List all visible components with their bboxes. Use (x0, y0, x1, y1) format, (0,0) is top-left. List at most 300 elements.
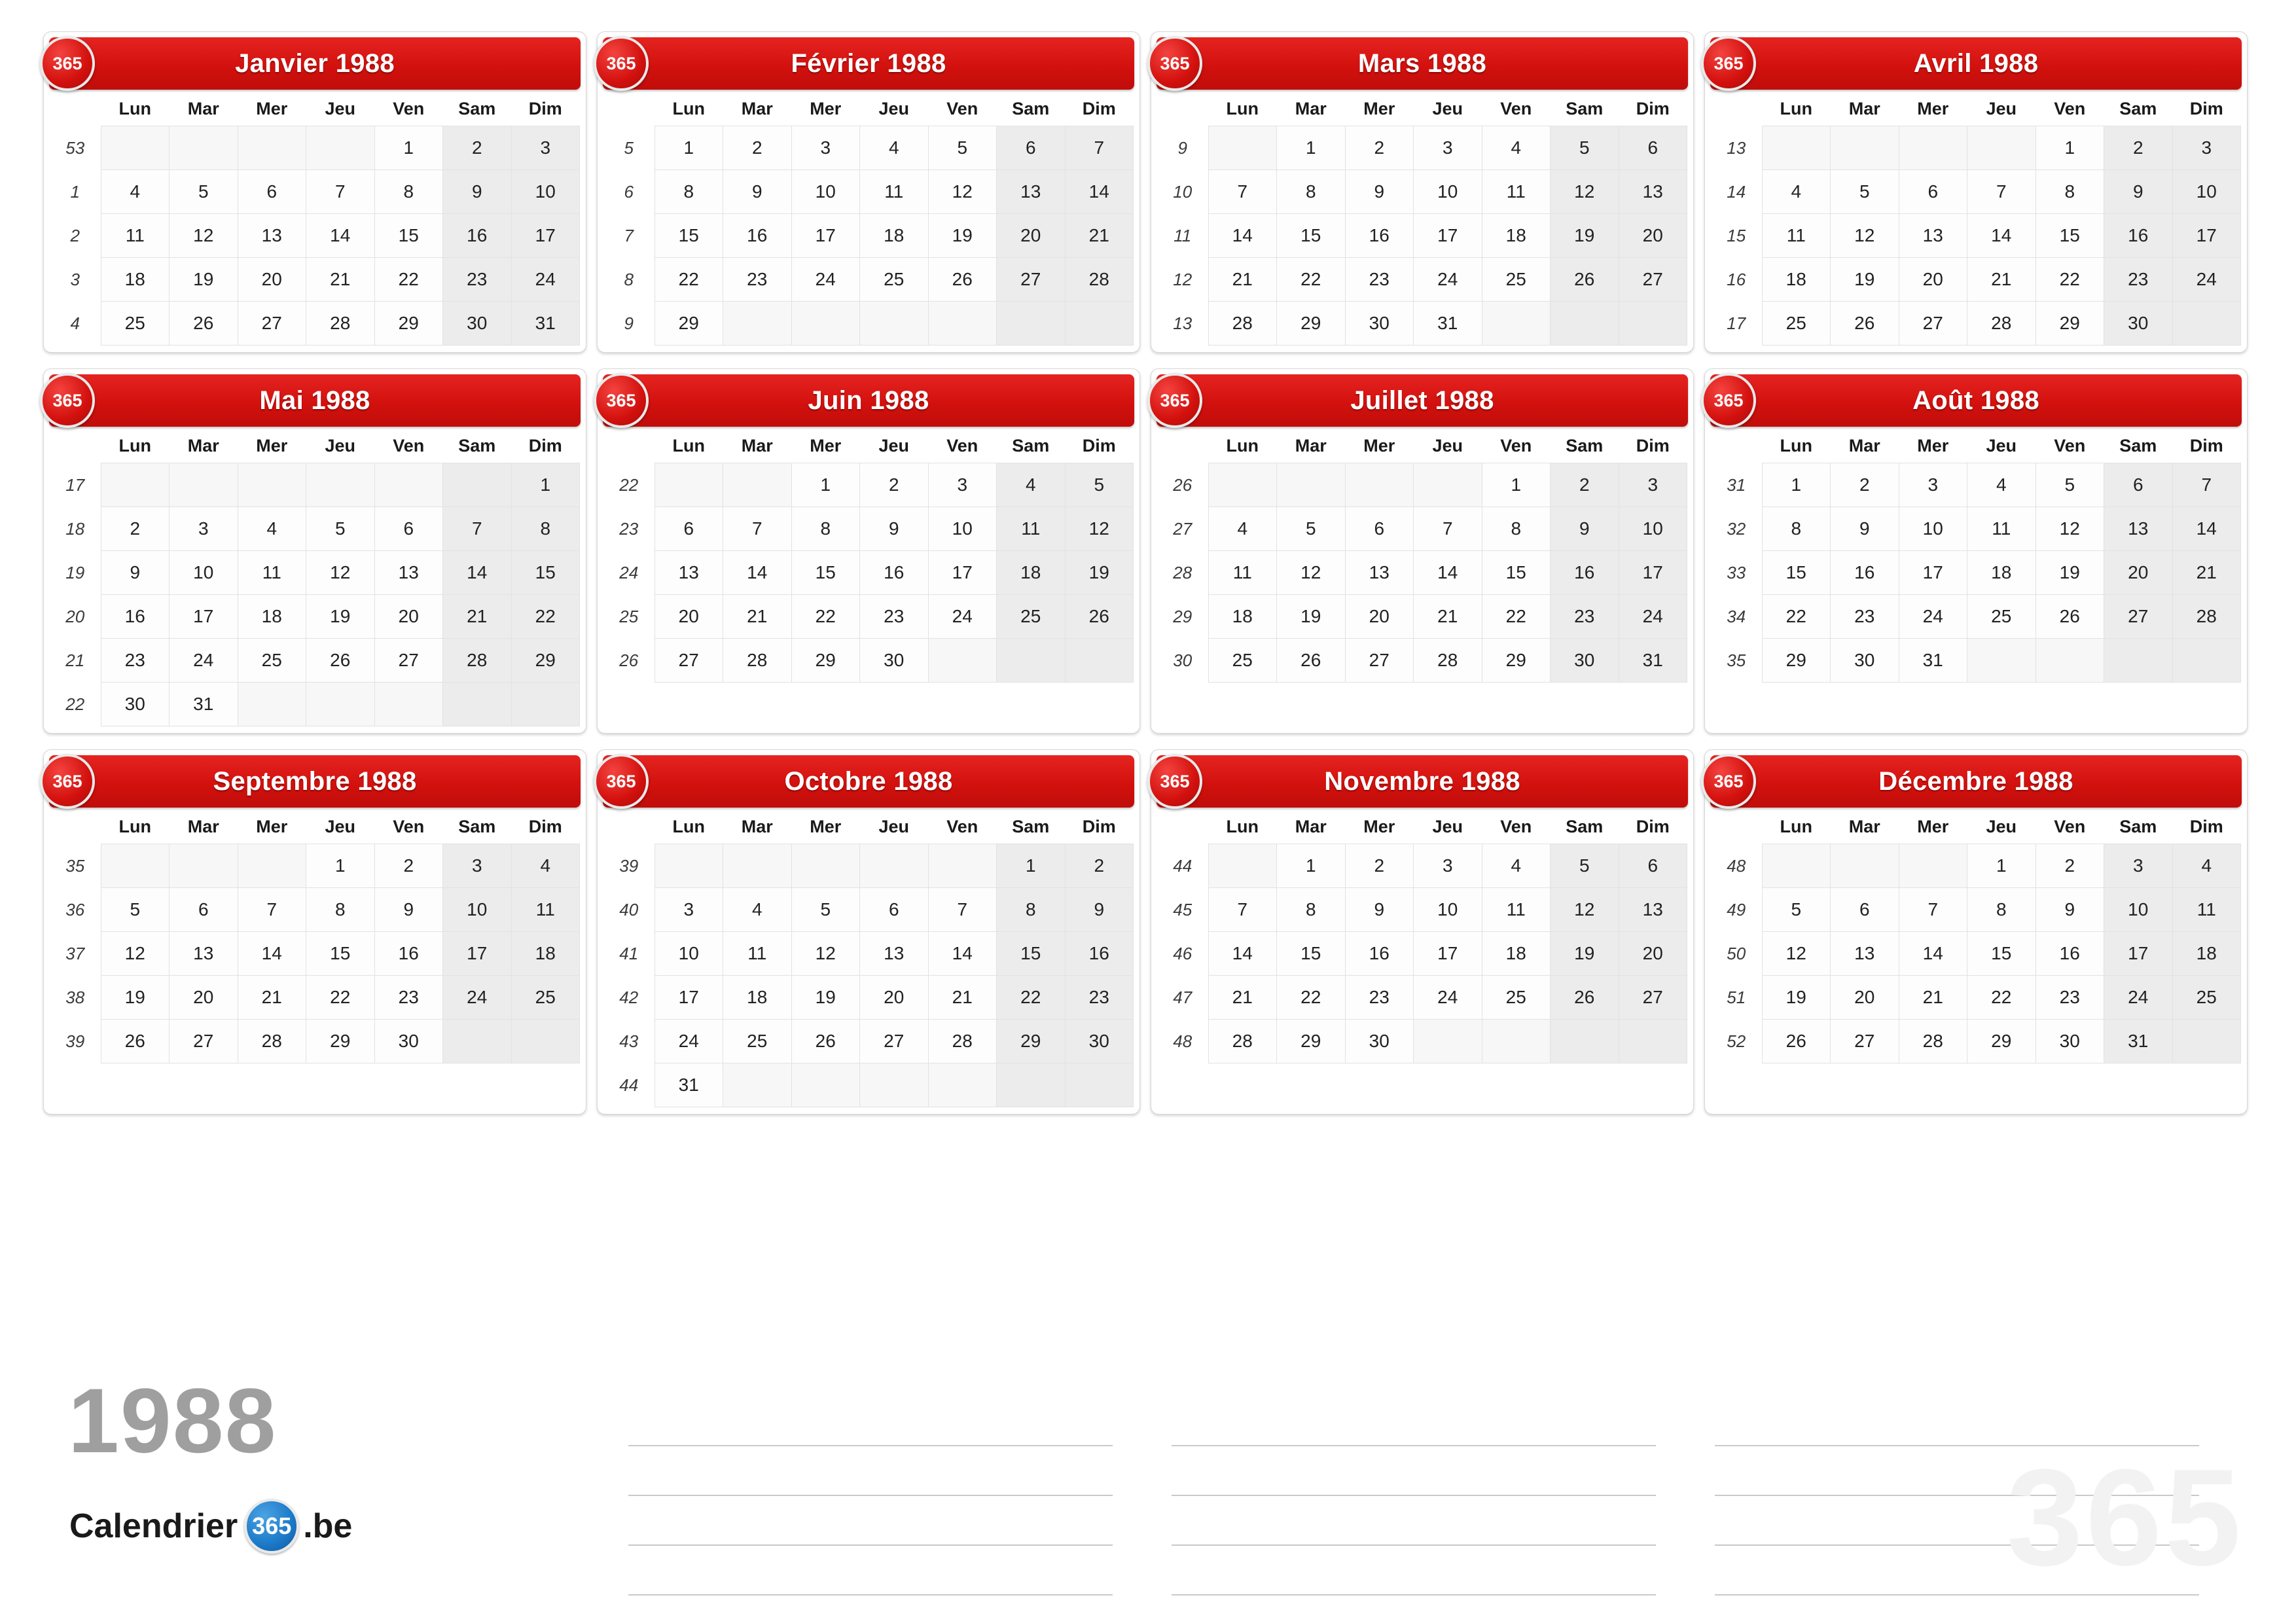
day-cell[interactable]: 22 (1482, 595, 1551, 639)
day-cell[interactable]: 4 (1967, 463, 2036, 507)
day-cell[interactable]: 9 (443, 170, 512, 214)
day-cell[interactable]: 28 (1899, 1020, 1967, 1063)
day-cell[interactable]: 3 (1414, 844, 1482, 888)
day-cell[interactable]: 28 (1208, 302, 1277, 346)
day-cell[interactable]: 27 (1619, 976, 1687, 1020)
day-cell[interactable]: 26 (306, 639, 375, 683)
day-cell[interactable]: 17 (791, 214, 860, 258)
day-cell[interactable]: 30 (1551, 639, 1619, 683)
day-cell[interactable]: 4 (238, 507, 306, 551)
day-cell[interactable]: 19 (791, 976, 860, 1020)
note-line[interactable] (628, 1546, 1113, 1596)
day-cell[interactable]: 30 (1831, 639, 1899, 683)
day-cell[interactable]: 19 (1762, 976, 1831, 1020)
day-cell[interactable]: 28 (1208, 1020, 1277, 1063)
day-cell[interactable]: 16 (2104, 214, 2173, 258)
day-cell[interactable]: 14 (2172, 507, 2241, 551)
day-cell[interactable]: 7 (723, 507, 792, 551)
day-cell[interactable]: 11 (1208, 551, 1277, 595)
day-cell[interactable]: 26 (1762, 1020, 1831, 1063)
day-cell[interactable]: 20 (1619, 932, 1687, 976)
day-cell[interactable]: 5 (1277, 507, 1346, 551)
day-cell[interactable]: 7 (1208, 170, 1277, 214)
day-cell[interactable]: 12 (1762, 932, 1831, 976)
day-cell[interactable]: 10 (2104, 888, 2173, 932)
day-cell[interactable]: 25 (101, 302, 170, 346)
day-cell[interactable]: 13 (1619, 888, 1687, 932)
day-cell[interactable]: 10 (655, 932, 723, 976)
day-cell[interactable]: 14 (1208, 932, 1277, 976)
day-cell[interactable]: 8 (1967, 888, 2036, 932)
day-cell[interactable]: 10 (1414, 888, 1482, 932)
day-cell[interactable]: 26 (1551, 976, 1619, 1020)
day-cell[interactable]: 24 (2104, 976, 2173, 1020)
day-cell[interactable]: 2 (1831, 463, 1899, 507)
day-cell[interactable]: 4 (1482, 126, 1551, 170)
day-cell[interactable]: 18 (1967, 551, 2036, 595)
day-cell[interactable]: 7 (1414, 507, 1482, 551)
day-cell[interactable]: 4 (1762, 170, 1831, 214)
day-cell[interactable]: 6 (170, 888, 238, 932)
day-cell[interactable]: 23 (1345, 976, 1414, 1020)
day-cell[interactable]: 6 (1899, 170, 1967, 214)
day-cell[interactable]: 21 (238, 976, 306, 1020)
day-cell[interactable]: 7 (1208, 888, 1277, 932)
day-cell[interactable]: 24 (1414, 976, 1482, 1020)
day-cell[interactable]: 6 (1345, 507, 1414, 551)
day-cell[interactable]: 10 (511, 170, 580, 214)
day-cell[interactable]: 31 (1899, 639, 1967, 683)
day-cell[interactable]: 25 (860, 258, 929, 302)
day-cell[interactable]: 12 (306, 551, 375, 595)
day-cell[interactable]: 28 (928, 1020, 997, 1063)
day-cell[interactable]: 29 (1762, 639, 1831, 683)
day-cell[interactable]: 17 (655, 976, 723, 1020)
day-cell[interactable]: 27 (170, 1020, 238, 1063)
day-cell[interactable]: 11 (1967, 507, 2036, 551)
day-cell[interactable]: 23 (1345, 258, 1414, 302)
day-cell[interactable]: 24 (1619, 595, 1687, 639)
day-cell[interactable]: 26 (2036, 595, 2104, 639)
day-cell[interactable]: 1 (374, 126, 443, 170)
day-cell[interactable]: 4 (2172, 844, 2241, 888)
day-cell[interactable]: 22 (791, 595, 860, 639)
day-cell[interactable]: 4 (997, 463, 1066, 507)
day-cell[interactable]: 25 (1482, 976, 1551, 1020)
day-cell[interactable]: 28 (443, 639, 512, 683)
day-cell[interactable]: 8 (1277, 888, 1346, 932)
day-cell[interactable]: 15 (1762, 551, 1831, 595)
day-cell[interactable]: 9 (1345, 170, 1414, 214)
day-cell[interactable]: 8 (1762, 507, 1831, 551)
day-cell[interactable]: 12 (791, 932, 860, 976)
day-cell[interactable]: 8 (791, 507, 860, 551)
day-cell[interactable]: 6 (655, 507, 723, 551)
day-cell[interactable]: 27 (2104, 595, 2173, 639)
day-cell[interactable]: 11 (238, 551, 306, 595)
day-cell[interactable]: 18 (238, 595, 306, 639)
day-cell[interactable]: 11 (1762, 214, 1831, 258)
day-cell[interactable]: 24 (170, 639, 238, 683)
day-cell[interactable]: 9 (1831, 507, 1899, 551)
day-cell[interactable]: 27 (997, 258, 1066, 302)
day-cell[interactable]: 30 (443, 302, 512, 346)
day-cell[interactable]: 20 (1345, 595, 1414, 639)
day-cell[interactable]: 10 (791, 170, 860, 214)
day-cell[interactable]: 17 (1619, 551, 1687, 595)
day-cell[interactable]: 19 (2036, 551, 2104, 595)
day-cell[interactable]: 17 (2172, 214, 2241, 258)
day-cell[interactable]: 16 (860, 551, 929, 595)
day-cell[interactable]: 28 (723, 639, 792, 683)
day-cell[interactable]: 8 (374, 170, 443, 214)
day-cell[interactable]: 14 (443, 551, 512, 595)
day-cell[interactable]: 31 (655, 1063, 723, 1107)
day-cell[interactable]: 29 (306, 1020, 375, 1063)
day-cell[interactable]: 20 (1899, 258, 1967, 302)
day-cell[interactable]: 4 (723, 888, 792, 932)
day-cell[interactable]: 5 (791, 888, 860, 932)
day-cell[interactable]: 30 (2104, 302, 2173, 346)
day-cell[interactable]: 5 (1551, 126, 1619, 170)
day-cell[interactable]: 7 (1899, 888, 1967, 932)
day-cell[interactable]: 5 (1065, 463, 1134, 507)
day-cell[interactable]: 12 (170, 214, 238, 258)
day-cell[interactable]: 31 (2104, 1020, 2173, 1063)
day-cell[interactable]: 30 (2036, 1020, 2104, 1063)
day-cell[interactable]: 29 (791, 639, 860, 683)
day-cell[interactable]: 23 (723, 258, 792, 302)
day-cell[interactable]: 21 (1208, 976, 1277, 1020)
day-cell[interactable]: 22 (1277, 976, 1346, 1020)
day-cell[interactable]: 18 (101, 258, 170, 302)
day-cell[interactable]: 18 (1762, 258, 1831, 302)
day-cell[interactable]: 1 (997, 844, 1066, 888)
day-cell[interactable]: 5 (306, 507, 375, 551)
day-cell[interactable]: 12 (928, 170, 997, 214)
day-cell[interactable]: 18 (723, 976, 792, 1020)
day-cell[interactable]: 25 (238, 639, 306, 683)
day-cell[interactable]: 17 (928, 551, 997, 595)
day-cell[interactable]: 6 (238, 170, 306, 214)
day-cell[interactable]: 16 (1345, 214, 1414, 258)
day-cell[interactable]: 15 (1277, 932, 1346, 976)
day-cell[interactable]: 21 (1967, 258, 2036, 302)
day-cell[interactable]: 15 (1967, 932, 2036, 976)
day-cell[interactable]: 11 (997, 507, 1066, 551)
day-cell[interactable]: 9 (1551, 507, 1619, 551)
day-cell[interactable]: 2 (2036, 844, 2104, 888)
day-cell[interactable]: 7 (2172, 463, 2241, 507)
day-cell[interactable]: 18 (1482, 214, 1551, 258)
day-cell[interactable]: 21 (306, 258, 375, 302)
note-line[interactable] (1172, 1397, 1656, 1446)
day-cell[interactable]: 20 (1831, 976, 1899, 1020)
day-cell[interactable]: 3 (1619, 463, 1687, 507)
day-cell[interactable]: 23 (101, 639, 170, 683)
day-cell[interactable]: 17 (1414, 932, 1482, 976)
day-cell[interactable]: 26 (1831, 302, 1899, 346)
day-cell[interactable]: 23 (2104, 258, 2173, 302)
day-cell[interactable]: 10 (1414, 170, 1482, 214)
day-cell[interactable]: 17 (2104, 932, 2173, 976)
day-cell[interactable]: 28 (306, 302, 375, 346)
day-cell[interactable]: 5 (170, 170, 238, 214)
day-cell[interactable]: 24 (443, 976, 512, 1020)
day-cell[interactable]: 1 (655, 126, 723, 170)
day-cell[interactable]: 3 (928, 463, 997, 507)
day-cell[interactable]: 7 (1967, 170, 2036, 214)
day-cell[interactable]: 28 (1967, 302, 2036, 346)
day-cell[interactable]: 10 (443, 888, 512, 932)
day-cell[interactable]: 21 (1065, 214, 1134, 258)
day-cell[interactable]: 8 (655, 170, 723, 214)
day-cell[interactable]: 9 (101, 551, 170, 595)
day-cell[interactable]: 27 (238, 302, 306, 346)
day-cell[interactable]: 10 (928, 507, 997, 551)
day-cell[interactable]: 12 (101, 932, 170, 976)
day-cell[interactable]: 8 (1277, 170, 1346, 214)
day-cell[interactable]: 27 (655, 639, 723, 683)
day-cell[interactable]: 5 (1831, 170, 1899, 214)
day-cell[interactable]: 23 (1551, 595, 1619, 639)
day-cell[interactable]: 21 (928, 976, 997, 1020)
day-cell[interactable]: 16 (374, 932, 443, 976)
day-cell[interactable]: 14 (1065, 170, 1134, 214)
day-cell[interactable]: 11 (1482, 170, 1551, 214)
day-cell[interactable]: 16 (443, 214, 512, 258)
day-cell[interactable]: 20 (238, 258, 306, 302)
day-cell[interactable]: 6 (860, 888, 929, 932)
day-cell[interactable]: 11 (860, 170, 929, 214)
day-cell[interactable]: 18 (511, 932, 580, 976)
day-cell[interactable]: 27 (860, 1020, 929, 1063)
day-cell[interactable]: 10 (1619, 507, 1687, 551)
day-cell[interactable]: 25 (511, 976, 580, 1020)
day-cell[interactable]: 14 (928, 932, 997, 976)
day-cell[interactable]: 22 (655, 258, 723, 302)
day-cell[interactable]: 1 (1277, 126, 1346, 170)
day-cell[interactable]: 16 (1065, 932, 1134, 976)
day-cell[interactable]: 28 (238, 1020, 306, 1063)
day-cell[interactable]: 24 (2172, 258, 2241, 302)
day-cell[interactable]: 27 (1619, 258, 1687, 302)
day-cell[interactable]: 22 (2036, 258, 2104, 302)
day-cell[interactable]: 31 (170, 683, 238, 726)
day-cell[interactable]: 6 (2104, 463, 2173, 507)
day-cell[interactable]: 14 (238, 932, 306, 976)
day-cell[interactable]: 12 (1277, 551, 1346, 595)
day-cell[interactable]: 10 (1899, 507, 1967, 551)
note-line[interactable] (1172, 1446, 1656, 1496)
day-cell[interactable]: 12 (1065, 507, 1134, 551)
day-cell[interactable]: 16 (1831, 551, 1899, 595)
day-cell[interactable]: 30 (1345, 302, 1414, 346)
day-cell[interactable]: 4 (511, 844, 580, 888)
day-cell[interactable]: 9 (723, 170, 792, 214)
day-cell[interactable]: 2 (860, 463, 929, 507)
day-cell[interactable]: 9 (1065, 888, 1134, 932)
day-cell[interactable]: 20 (2104, 551, 2173, 595)
day-cell[interactable]: 1 (1482, 463, 1551, 507)
day-cell[interactable]: 30 (1065, 1020, 1134, 1063)
day-cell[interactable]: 9 (2104, 170, 2173, 214)
day-cell[interactable]: 7 (1065, 126, 1134, 170)
day-cell[interactable]: 6 (374, 507, 443, 551)
day-cell[interactable]: 17 (170, 595, 238, 639)
day-cell[interactable]: 12 (1551, 170, 1619, 214)
day-cell[interactable]: 24 (655, 1020, 723, 1063)
day-cell[interactable]: 2 (1345, 126, 1414, 170)
day-cell[interactable]: 18 (860, 214, 929, 258)
day-cell[interactable]: 13 (655, 551, 723, 595)
day-cell[interactable]: 29 (655, 302, 723, 346)
day-cell[interactable]: 1 (1277, 844, 1346, 888)
day-cell[interactable]: 16 (1345, 932, 1414, 976)
day-cell[interactable]: 8 (997, 888, 1066, 932)
day-cell[interactable]: 29 (1482, 639, 1551, 683)
day-cell[interactable]: 25 (1208, 639, 1277, 683)
day-cell[interactable]: 20 (860, 976, 929, 1020)
day-cell[interactable]: 18 (997, 551, 1066, 595)
day-cell[interactable]: 21 (1414, 595, 1482, 639)
day-cell[interactable]: 21 (1208, 258, 1277, 302)
day-cell[interactable]: 15 (997, 932, 1066, 976)
day-cell[interactable]: 29 (997, 1020, 1066, 1063)
day-cell[interactable]: 5 (1551, 844, 1619, 888)
day-cell[interactable]: 29 (511, 639, 580, 683)
day-cell[interactable]: 14 (1208, 214, 1277, 258)
day-cell[interactable]: 26 (170, 302, 238, 346)
day-cell[interactable]: 15 (791, 551, 860, 595)
day-cell[interactable]: 18 (1208, 595, 1277, 639)
day-cell[interactable]: 1 (1762, 463, 1831, 507)
day-cell[interactable]: 13 (374, 551, 443, 595)
day-cell[interactable]: 18 (1482, 932, 1551, 976)
day-cell[interactable]: 20 (374, 595, 443, 639)
day-cell[interactable]: 14 (1414, 551, 1482, 595)
day-cell[interactable]: 18 (2172, 932, 2241, 976)
day-cell[interactable]: 3 (2172, 126, 2241, 170)
day-cell[interactable]: 8 (511, 507, 580, 551)
day-cell[interactable]: 23 (1831, 595, 1899, 639)
day-cell[interactable]: 6 (997, 126, 1066, 170)
day-cell[interactable]: 7 (306, 170, 375, 214)
day-cell[interactable]: 19 (1277, 595, 1346, 639)
day-cell[interactable]: 4 (1208, 507, 1277, 551)
day-cell[interactable]: 17 (511, 214, 580, 258)
day-cell[interactable]: 19 (1551, 214, 1619, 258)
day-cell[interactable]: 5 (1762, 888, 1831, 932)
day-cell[interactable]: 17 (1414, 214, 1482, 258)
day-cell[interactable]: 13 (1619, 170, 1687, 214)
day-cell[interactable]: 2 (723, 126, 792, 170)
day-cell[interactable]: 29 (1277, 302, 1346, 346)
day-cell[interactable]: 3 (655, 888, 723, 932)
day-cell[interactable]: 13 (1831, 932, 1899, 976)
day-cell[interactable]: 6 (1831, 888, 1899, 932)
day-cell[interactable]: 15 (374, 214, 443, 258)
day-cell[interactable]: 5 (928, 126, 997, 170)
day-cell[interactable]: 20 (170, 976, 238, 1020)
day-cell[interactable]: 7 (928, 888, 997, 932)
day-cell[interactable]: 30 (101, 683, 170, 726)
day-cell[interactable]: 3 (1414, 126, 1482, 170)
day-cell[interactable]: 23 (1065, 976, 1134, 1020)
day-cell[interactable]: 3 (443, 844, 512, 888)
day-cell[interactable]: 13 (997, 170, 1066, 214)
brand-logo[interactable] (69, 1499, 352, 1554)
day-cell[interactable]: 2 (1345, 844, 1414, 888)
day-cell[interactable]: 25 (1482, 258, 1551, 302)
day-cell[interactable]: 5 (2036, 463, 2104, 507)
day-cell[interactable]: 23 (374, 976, 443, 1020)
day-cell[interactable]: 11 (511, 888, 580, 932)
day-cell[interactable]: 2 (1551, 463, 1619, 507)
day-cell[interactable]: 25 (1967, 595, 2036, 639)
day-cell[interactable]: 13 (2104, 507, 2173, 551)
day-cell[interactable]: 11 (723, 932, 792, 976)
day-cell[interactable]: 21 (443, 595, 512, 639)
day-cell[interactable]: 16 (101, 595, 170, 639)
day-cell[interactable]: 9 (860, 507, 929, 551)
day-cell[interactable]: 2 (2104, 126, 2173, 170)
day-cell[interactable]: 27 (374, 639, 443, 683)
day-cell[interactable]: 27 (1831, 1020, 1899, 1063)
note-line[interactable] (1172, 1546, 1656, 1596)
day-cell[interactable]: 31 (1414, 302, 1482, 346)
day-cell[interactable]: 19 (928, 214, 997, 258)
day-cell[interactable]: 15 (2036, 214, 2104, 258)
day-cell[interactable]: 24 (511, 258, 580, 302)
day-cell[interactable]: 26 (928, 258, 997, 302)
day-cell[interactable]: 16 (1551, 551, 1619, 595)
day-cell[interactable]: 29 (1967, 1020, 2036, 1063)
day-cell[interactable]: 8 (306, 888, 375, 932)
day-cell[interactable]: 15 (655, 214, 723, 258)
day-cell[interactable]: 11 (101, 214, 170, 258)
day-cell[interactable]: 2 (101, 507, 170, 551)
day-cell[interactable]: 29 (2036, 302, 2104, 346)
day-cell[interactable]: 17 (1899, 551, 1967, 595)
day-cell[interactable]: 11 (1482, 888, 1551, 932)
day-cell[interactable]: 15 (511, 551, 580, 595)
day-cell[interactable]: 23 (2036, 976, 2104, 1020)
day-cell[interactable]: 2 (443, 126, 512, 170)
day-cell[interactable]: 6 (1619, 126, 1687, 170)
day-cell[interactable]: 13 (1899, 214, 1967, 258)
note-line[interactable] (628, 1446, 1113, 1496)
day-cell[interactable]: 13 (170, 932, 238, 976)
day-cell[interactable]: 6 (1619, 844, 1687, 888)
day-cell[interactable]: 30 (374, 1020, 443, 1063)
day-cell[interactable]: 22 (306, 976, 375, 1020)
day-cell[interactable]: 12 (1831, 214, 1899, 258)
day-cell[interactable]: 19 (101, 976, 170, 1020)
day-cell[interactable]: 23 (443, 258, 512, 302)
day-cell[interactable]: 25 (2172, 976, 2241, 1020)
day-cell[interactable]: 26 (1277, 639, 1346, 683)
day-cell[interactable]: 1 (2036, 126, 2104, 170)
day-cell[interactable]: 22 (997, 976, 1066, 1020)
day-cell[interactable]: 15 (1277, 214, 1346, 258)
day-cell[interactable]: 7 (443, 507, 512, 551)
day-cell[interactable]: 29 (1277, 1020, 1346, 1063)
day-cell[interactable]: 27 (1345, 639, 1414, 683)
day-cell[interactable]: 19 (1065, 551, 1134, 595)
day-cell[interactable]: 29 (374, 302, 443, 346)
day-cell[interactable]: 26 (791, 1020, 860, 1063)
